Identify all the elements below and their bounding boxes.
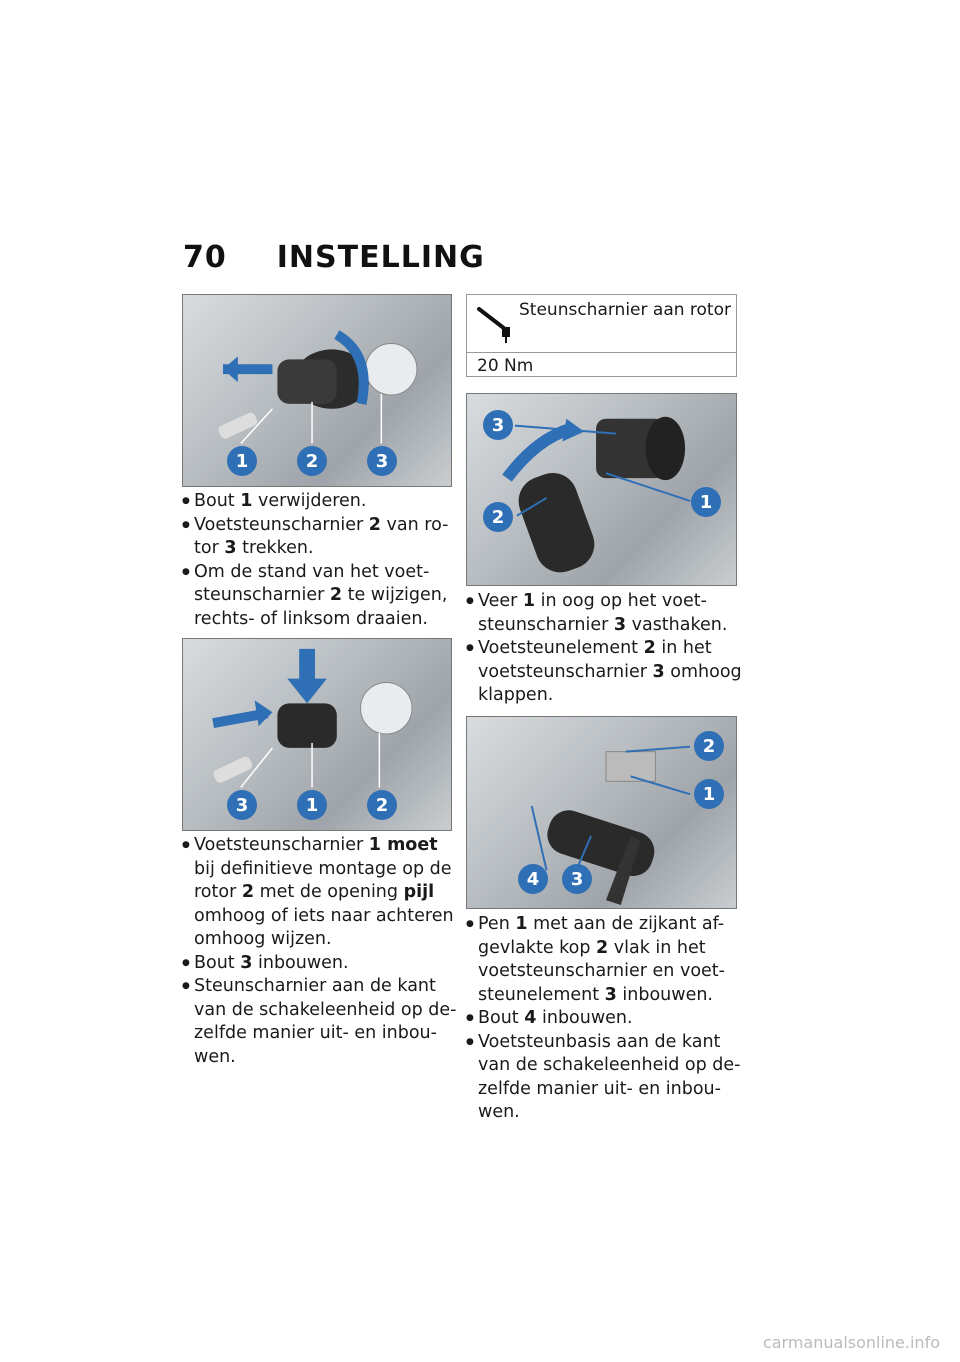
right-instructions-2: [466, 913, 746, 1125]
torque-wrench-icon: [475, 303, 515, 343]
callout-3: 3: [367, 446, 397, 476]
left-instructions-2: [182, 834, 457, 1069]
list-item: ● Om de stand van het voet- steunscharnier 2 te wijzigen, rechts- of linksom draaien.: [182, 561, 457, 632]
page-title: INSTELLING: [276, 240, 485, 275]
right-instructions-1: [466, 590, 746, 708]
page-header: [183, 240, 485, 275]
list-item: ● Bout 4 inbouwen.: [466, 1007, 746, 1031]
figure-1-photo: [182, 294, 452, 487]
list-item: ● Voetsteunelement 2 in het voetsteunscharnier 3 omhoog klappen.: [466, 637, 746, 708]
callout-1: 1: [297, 790, 327, 820]
figure-4-photo: [466, 716, 737, 909]
torque-value: 20 Nm: [477, 356, 534, 376]
figure-3-photo: [466, 393, 737, 586]
callout-1: 1: [691, 487, 721, 517]
left-instructions-1: [182, 490, 457, 631]
callout-3: 3: [227, 790, 257, 820]
callout-2: 2: [694, 731, 724, 761]
callout-1: 1: [694, 779, 724, 809]
figure-2-photo: [182, 638, 452, 831]
list-item: ● Bout 1 verwijderen.: [182, 490, 457, 514]
list-item: ● Steunscharnier aan de kant van de schakeleenheid op de- zelfde manier uit- en inbou- wen.: [182, 975, 457, 1069]
list-item: ● Voetsteunbasis aan de kant van de schakeleenheid op de- zelfde manier uit- en inbou- wen.: [466, 1031, 746, 1125]
callout-2: 2: [483, 502, 513, 532]
callout-2: 2: [297, 446, 327, 476]
callout-2: 2: [367, 790, 397, 820]
callout-4: 4: [518, 864, 548, 894]
callout-1: 1: [227, 446, 257, 476]
torque-label: Steunscharnier aan rotor: [519, 300, 731, 320]
callout-3: 3: [483, 410, 513, 440]
watermark: carmanualsonline.info: [762, 1333, 940, 1352]
list-item: ● Pen 1 met aan de zijkant af- gevlakte kop 2 vlak in het voetsteunscharnier en voet- steunelement 3 inbouwen.: [466, 913, 746, 1007]
page-number: 70: [183, 240, 227, 275]
list-item: ● Voetsteunscharnier 1 moet bij definitieve montage op de rotor 2 met de opening pijl omhoog of iets naar achteren omhoog wijzen.: [182, 834, 457, 952]
callout-3: 3: [562, 864, 592, 894]
torque-spec-table: [466, 294, 737, 377]
list-item: ● Voetsteunscharnier 2 van ro- tor 3 trekken.: [182, 514, 457, 561]
list-item: ● Veer 1 in oog op het voet- steunscharnier 3 vasthaken.: [466, 590, 746, 637]
list-item: ● Bout 3 inbouwen.: [182, 952, 457, 976]
